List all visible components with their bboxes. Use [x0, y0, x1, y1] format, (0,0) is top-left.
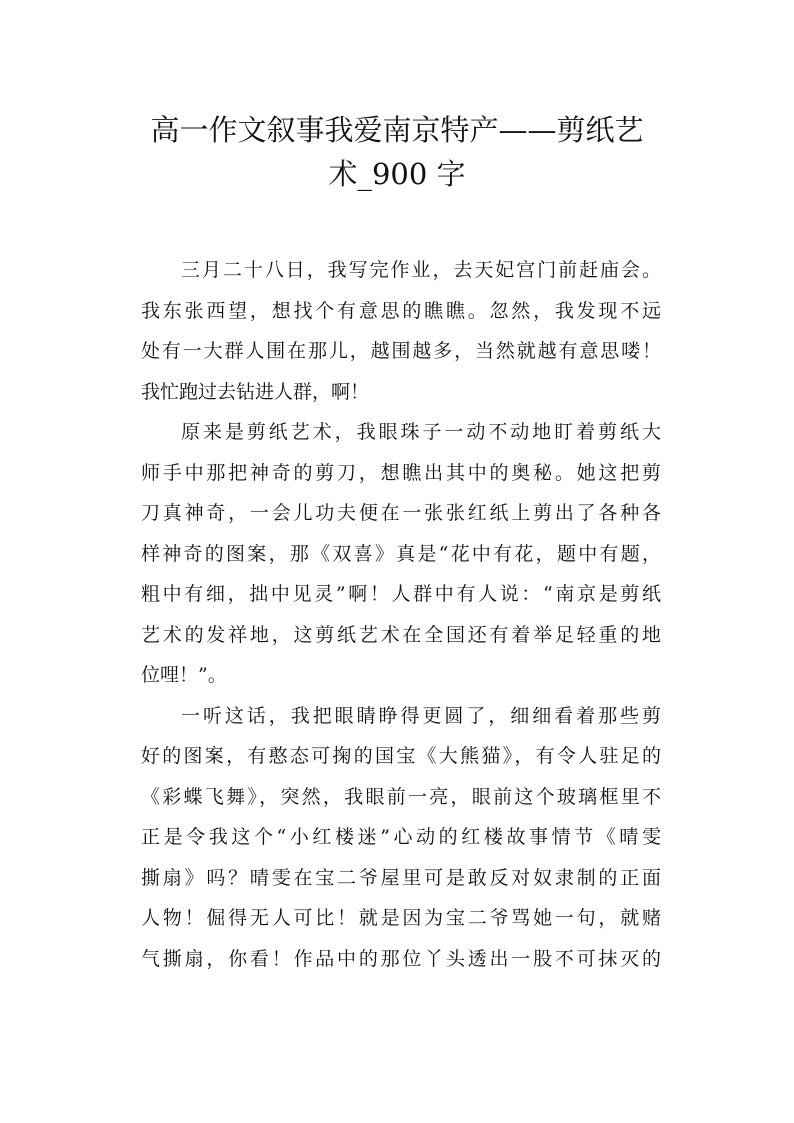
text-line: 师手中那把神奇的剪刀，想瞧出其中的奥秘。她这把剪 [141, 461, 661, 484]
document-title [120, 108, 674, 196]
text-line: 三月二十八日，我写完作业，去天妃宫门前赶庙会。 [181, 259, 661, 281]
text-line: 我东张西望，想找个有意思的瞧瞧。忽然，我发现不远 [141, 299, 661, 322]
paragraph-1 [141, 250, 661, 412]
text-line: 《彩蝶飞舞》，突然，我眼前一亮，眼前这个玻璃框里不 [141, 785, 661, 808]
text-line: 人物！倔得无人可比！就是因为宝二爷骂她一句，就赌 [141, 907, 661, 929]
text-line: 撕扇》吗？晴雯在宝二爷屋里可是敢反对奴隶制的正面 [141, 866, 661, 889]
paragraph-2 [141, 412, 661, 696]
title-line-2: 术_900 字 [328, 157, 466, 191]
text-line: 原来是剪纸艺术，我眼珠子一动不动地盯着剪纸大 [181, 421, 661, 443]
text-line: 艺术的发祥地，这剪纸艺术在全国还有着举足轻重的地 [141, 623, 661, 646]
text-line: 处有一大群人围在那儿，越围越多，当然就越有意思喽！ [141, 340, 661, 362]
text-line: 刀真神奇，一会儿功夫便在一张张红纸上剪出了各种各 [141, 502, 661, 524]
text-line: 我忙跑过去钻进人群，啊！ [141, 380, 370, 403]
text-line: 好的图案，有憨态可掬的国宝《大熊猫》，有令人驻足的 [141, 745, 661, 767]
text-line: 正是令我这个“小红楼迷”心动的红楼故事情节《晴雯 [141, 826, 661, 848]
paragraph-3 [141, 696, 661, 980]
text-line: 样神奇的图案，那《双喜》真是“花中有花，题中有题， [141, 542, 661, 565]
text-line: 一听这话，我把眼睛睁得更圆了，细细看着那些剪 [181, 704, 661, 727]
text-line: 粗中有细，拙中见灵”啊！人群中有人说：“南京是剪纸 [141, 583, 661, 605]
document-body [141, 250, 661, 979]
title-line-1: 高一作文叙事我爱南京特产——剪纸艺 [150, 113, 644, 147]
text-line: 气撕扇，你看！作品中的那位丫头透出一股不可抹灭的 [141, 947, 661, 970]
text-line: 位哩！”。 [141, 664, 227, 686]
